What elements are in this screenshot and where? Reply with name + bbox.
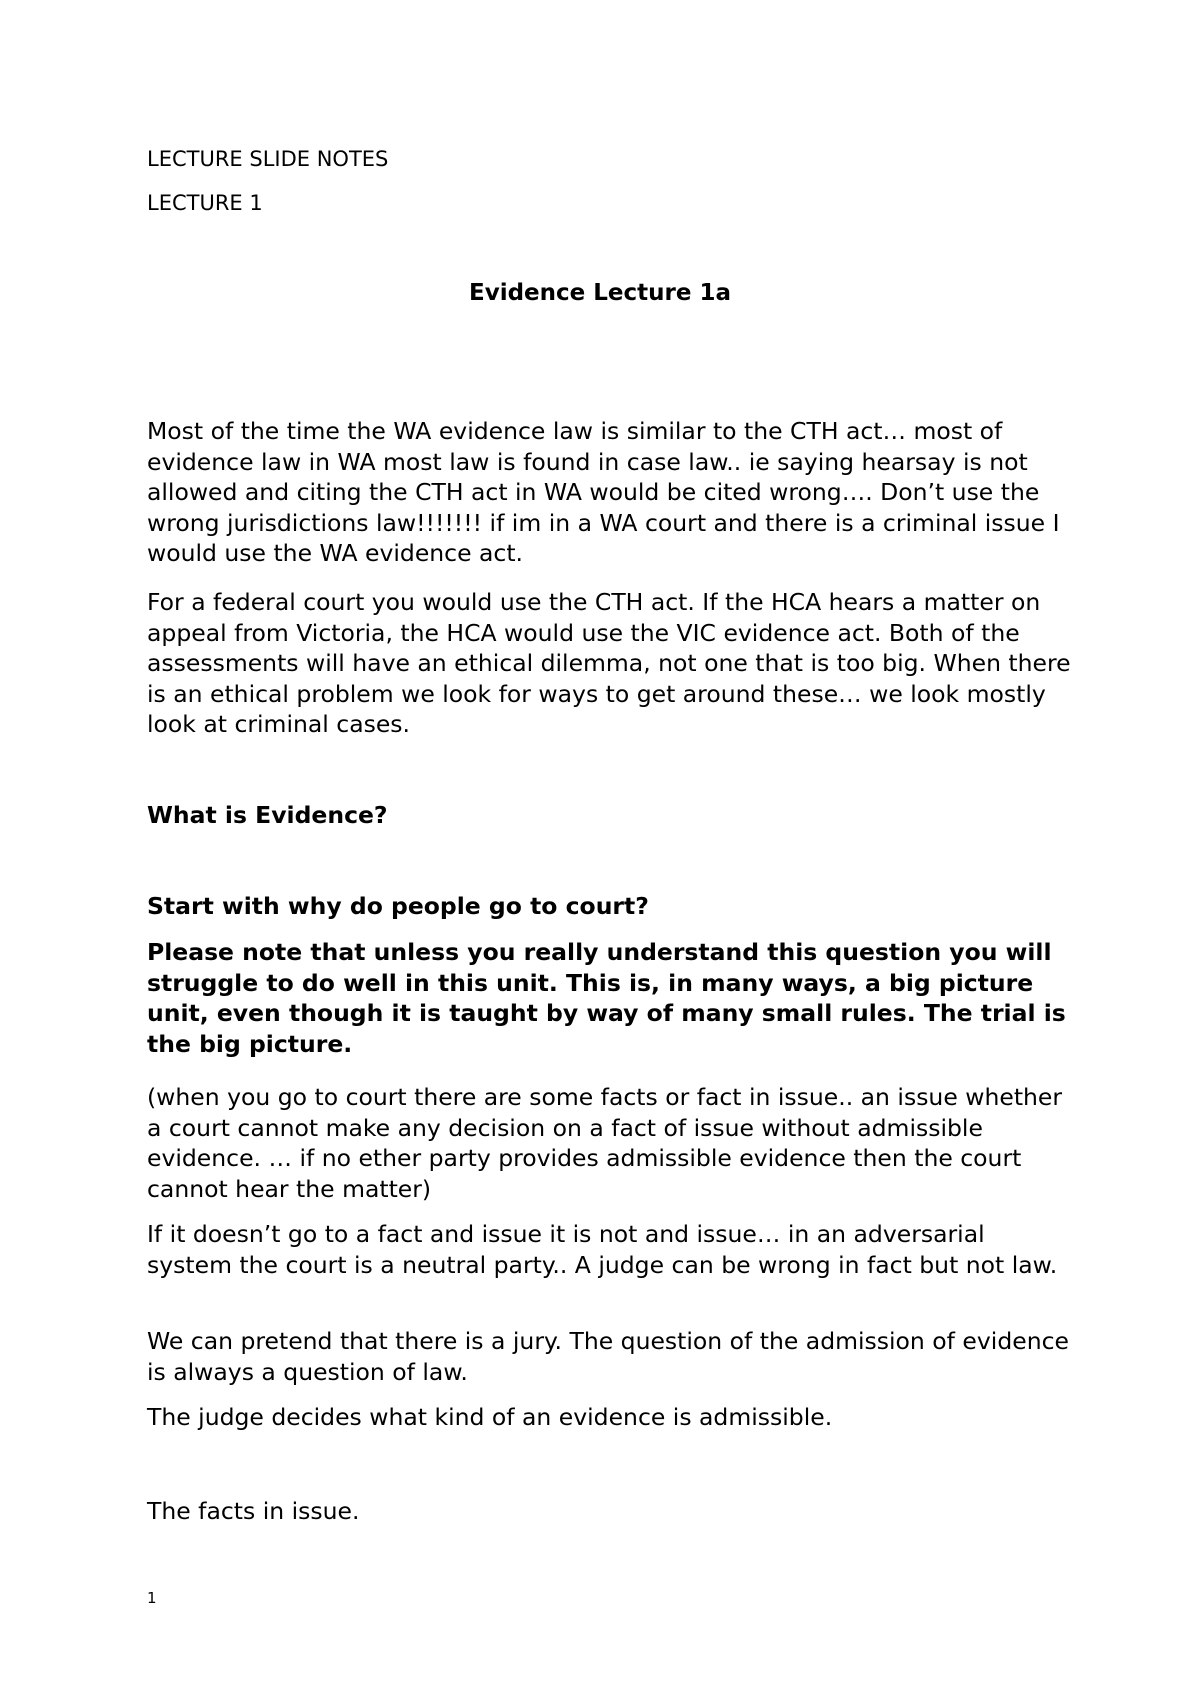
paragraph-jury-question-of-law: We can pretend that there is a jury. The question of the admission of evidence is always a question of law. [147, 1327, 1069, 1386]
paragraph-facts-in-issue: The facts in issue. [147, 1497, 360, 1525]
paragraph-judge-decides: The judge decides what kind of an evidence is admissible. [147, 1403, 833, 1431]
heading-what-is-evidence: What is Evidence? [147, 801, 388, 829]
heading-why-go-to-court: Start with why do people go to court? [147, 892, 649, 920]
page-number: 1 [147, 1589, 157, 1607]
header-lecture-slide-notes: LECTURE SLIDE NOTES [147, 147, 389, 171]
header-lecture-number: LECTURE 1 [147, 191, 263, 215]
paragraph-facts-in-issue-explanation: (when you go to court there are some facts or fact in issue.. an issue whether a court cannot make any decision on a fact of issue without admissible evidence. … if no ether party provides admissible evidence then the court cannot hear the matter) [147, 1083, 1063, 1203]
paragraph-wa-evidence-law: Most of the time the WA evidence law is similar to the CTH act… most of evidence law in WA most law is found in case law.. ie saying hearsay is not allowed and citing the CTH act in WA would be cited wrong…. Don’t use the wrong jurisdictions law!!!!!!! if im in a WA court and there is a criminal issue I would use the WA evidence act. [147, 417, 1060, 567]
paragraph-adversarial-system: If it doesn’t go to a fact and issue it is not and issue… in an adversarial system the court is a neutral party.. A judge can be wrong in fact but not law. [147, 1220, 1058, 1279]
paragraph-federal-court: For a federal court you would use the CTH act. If the HCA hears a matter on appeal from Victoria, the HCA would use the VIC evidence act. Both of the assessments will have an ethical dilemma, not one that is too big. When there is an ethical problem we look for ways to get around these… we look mostly look at criminal cases. [147, 588, 1071, 738]
paragraph-big-picture-note: Please note that unless you really understand this question you will struggle to do well in this unit. This is, in many ways, a big picture unit, even though it is taught by way of many small rules. The trial is the big picture. [147, 938, 1066, 1058]
page-title: Evidence Lecture 1a [469, 280, 731, 306]
